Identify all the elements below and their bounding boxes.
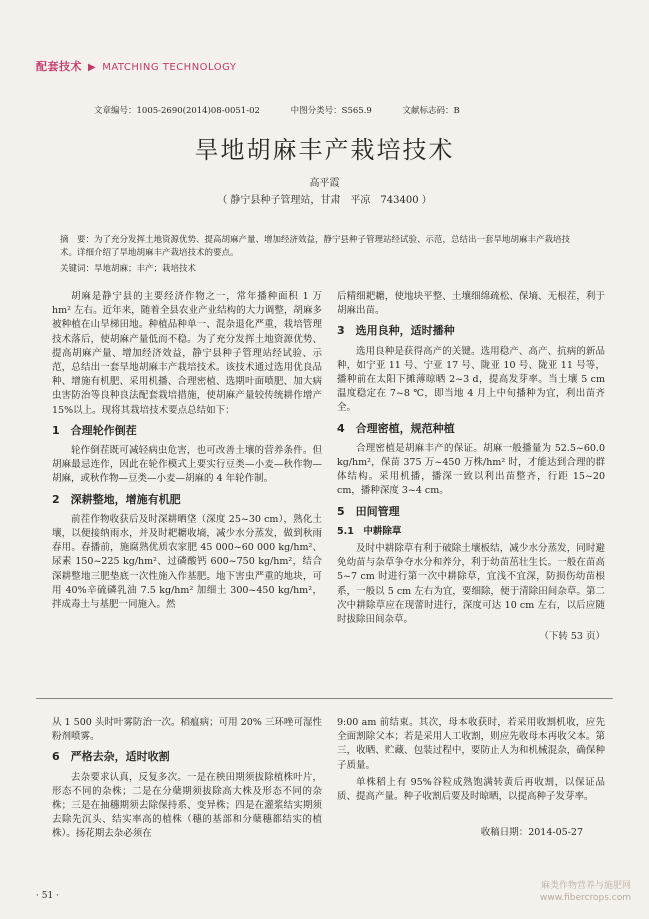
document-code: 文献标志码：B (402, 106, 460, 116)
right-column (337, 290, 605, 644)
received-date: 收稿日期：2014-05-27 (480, 827, 583, 839)
section-heading: 4 合理密植，规范种植 (337, 421, 455, 435)
watermark (540, 880, 631, 904)
article-separator (36, 698, 613, 699)
section-heading: 2 深耕整地，增施有机肥 (52, 492, 181, 506)
section-heading: 6 严格去杂，适时收割 (52, 750, 170, 764)
paragraph: 轮作倒茬既可减轻病虫危害，也可改善土壤的营养条件。但胡麻最忌连作，因此在轮作模式上要实行豆类—小麦—秋作物—胡麻，或秋作物—豆类—小麦—胡麻的 4 年轮作制。 (52, 445, 322, 485)
subsection-heading: 5.1 中耕除草 (337, 525, 402, 537)
paragraph: 去杂要求认真，反复多次。一是在秧田期须拔除植株叶片，形态不同的杂株；二是在分蘖期须拔除高大株及形态不同的杂株；三是在抽穗期须去除保持系、变异株；四是在灌浆结实期须去除先沉头、结实率高的植株（穗的基部和分蘖穗都结实的植株）。扬花期去杂必须在 (52, 771, 322, 840)
watermark-title: 麻类作物营养与施肥网 (540, 881, 631, 891)
paragraph: 9:00 am 前结束。其次，母本收获时，若采用收割机收，应先全面割除父本；若是采用人工收割，则应先收母本再收父本。第三，收晒、贮藏、包装过程中，要防止人为和机械混杂，确保种子质量。 (337, 717, 605, 771)
article-meta (94, 104, 488, 116)
paragraph: 单株稻上有 95%谷粒成熟饱满转黄后再收割，以保证品质、提高产量。种子收割后要及时晾晒，以提高种子发芽率。 (337, 776, 605, 803)
triangle-icon: ▶ (88, 62, 97, 73)
bottom-left-column (52, 716, 322, 845)
paragraph: 后精细耙耱，使地块平整、土壤细绵疏松、保墒、无根茬，利于胡麻出苗。 (337, 291, 605, 317)
paragraph: 及时中耕除草有利于破除土壤板结，减少水分蒸发，同时避免幼苗与杂草争夺水分和养分，利于幼苗茁壮生长。一般在苗高 5~7 cm 时进行第一次中耕除草，宜浅不宜深，防损伤幼苗根系，一般以 5 cm 左右为宜，要细除，便于清除田间杂草。第二次中耕除草应在现蕾时进行，深度可达 10 cm 左右，以后应随时拔除田间杂草。 (337, 543, 605, 626)
section-heading: 5 田间管理 (337, 504, 400, 518)
section-heading: 3 选用良种，适时播种 (337, 324, 455, 338)
watermark-url: www.fibercrops.com (540, 893, 631, 903)
column-header (36, 58, 237, 74)
keywords: 关键词：旱地胡麻；丰产；栽培技术 (60, 264, 197, 274)
page-number: · 51 · (36, 891, 59, 901)
column-name-en: MATCHING TECHNOLOGY (102, 62, 237, 73)
author: 高平霞 (309, 178, 340, 189)
classification-number: 中图分类号：S565.9 (290, 106, 372, 116)
left-column (52, 290, 322, 615)
paragraph: 选用良种是获得高产的关键。选用稳产、高产、抗病的新品种，如宁亚 11 号、宁亚 17 号、陇亚 10 号、陇亚 11 号等，播种前在太阳下摊薄晾晒 2~3 d，提高发芽率。当土壤 5 cm 温度稳定在 7~8 ℃，即当地 4 月上中旬播种为宜，利出苗齐全。 (337, 345, 605, 414)
paragraph: 胡麻是静宁县的主要经济作物之一，常年播种面积 1 万 hm² 左右。近年来，随着全县农业产业结构的大力调整，胡麻多被种植在山旱梯田地。种植品种单一、混杂退化严重，栽培管理技术落后，使胡麻产量低而不稳。为了充分发挥土地资源优势、提高胡麻产量、增加经济效益，静宁县种子管理站经试验、示范，总结出一套旱地胡麻丰产栽培技术。该技术通过选用优良品种、增施有机肥、采用机播、合理密植、选期叶面喷肥、加大病虫害防治等良种良法配套栽培措施，使胡麻产量较传统耕作增产 15%以上。现将其栽培技术要点总结如下： (52, 291, 322, 416)
article-number: 文章编号：1005-2690(2014)08-0051-02 (94, 106, 260, 116)
bottom-right-column (337, 716, 605, 840)
paragraph: 从 1 500 头时叶雾防治一次。稻瘟病；可用 20% 三环唑可湿性粉剂喷雾。 (52, 717, 322, 743)
continued-note: （下转 53 页） (539, 631, 605, 643)
abstract: 摘 要：为了充分发挥土地资源优势、提高胡麻产量、增加经济效益，静宁县种子管理站经试验、示范，总结出一套旱地胡麻丰产栽培技术。详细介绍了旱地胡麻丰产栽培技术的要点。 (60, 235, 571, 258)
column-name-cn: 配套技术 (36, 60, 82, 73)
section-heading: 1 合理轮作倒茬 (52, 423, 137, 437)
article-title: 旱地胡麻丰产栽培技术 (194, 136, 455, 164)
paragraph: 前茬作物收获后及时深耕晒垡（深度 25~30 cm），熟化土壤，以便接纳雨水，并及时耙耱收墒，减少水分蒸发，做到秋雨春用。春播前，施腐熟优质农家肥 45 000~60 000 kg/hm²、尿素 150~225 kg/hm²、过磷酸钙 600~750 kg/hm²，结合深耕整地三肥垫底一次性施入作基肥。地下害虫严重的地块，可用 40%辛硫磷乳油 7.5 kg/hm² 加细土 300~450 kg/hm²，拌成毒土与基肥一同施入。然 (52, 513, 322, 611)
affiliation: （ 静宁县种子管理站，甘肃 平凉 743400 ） (217, 195, 432, 206)
paragraph: 合理密植是胡麻丰产的保证。胡麻一般播量为 52.5~60.0 kg/hm²，保苗 375 万~450 万株/hm² 时，才能达到合理的群体结构。采用机播，播深一致以利出苗整齐，行距 15~20 cm，播种深度 3~4 cm。 (337, 442, 605, 497)
